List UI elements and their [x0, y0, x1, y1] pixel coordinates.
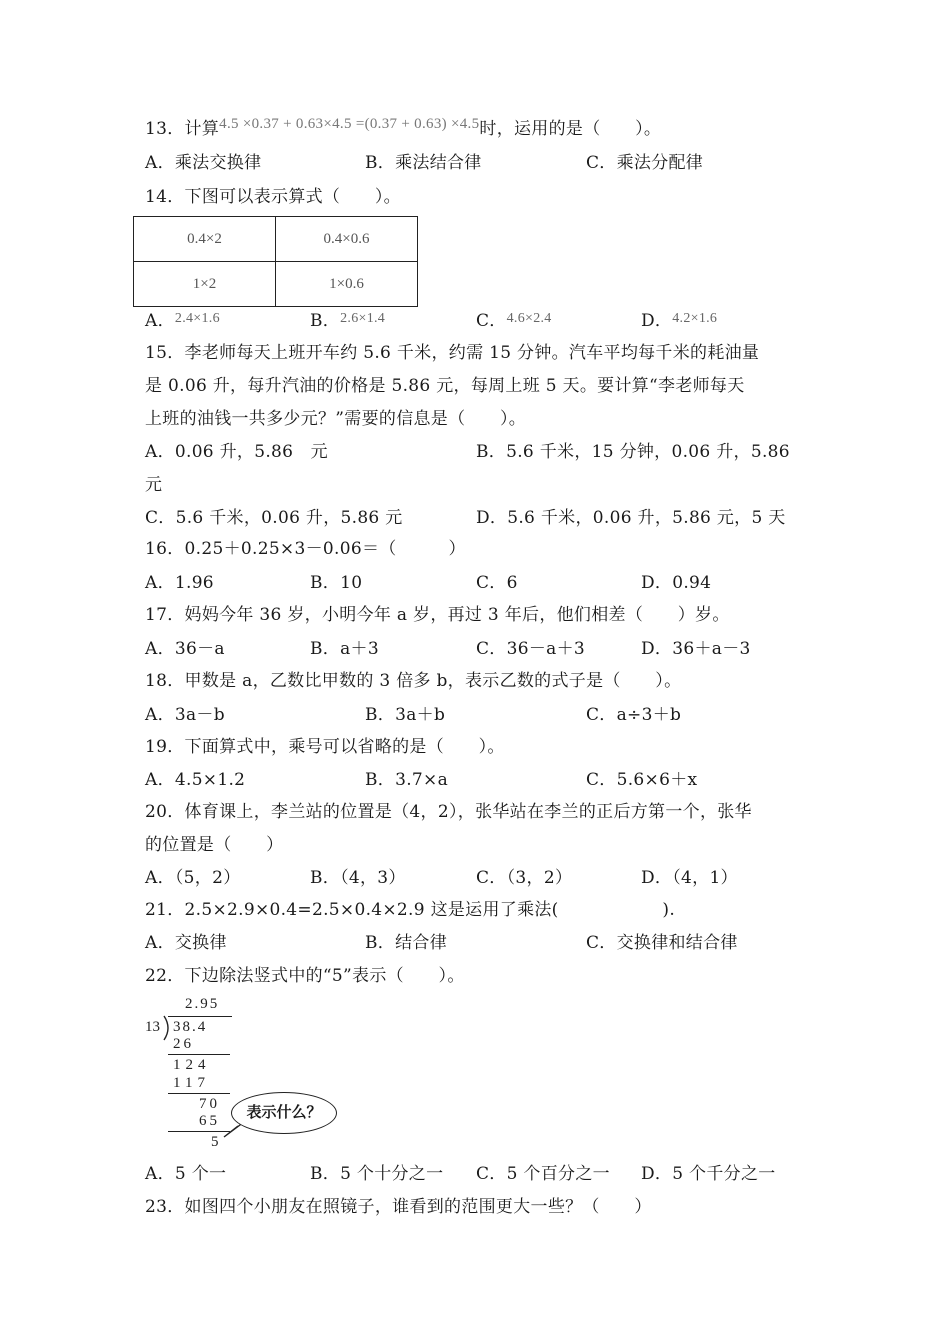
q15-stem-line: 上班的油钱一共多少元？”需要的信息是（ ）。: [145, 409, 527, 429]
grid-cell: 1×2: [134, 262, 276, 307]
q15-stem-line: 15．李老师每天上班开车约 5.6 千米，约需 15 分钟。汽车平均每千米的耗油量: [145, 343, 760, 363]
divisor: 13: [145, 1019, 160, 1035]
q20-stem-line: 的位置是（ ）: [145, 835, 284, 855]
option-value: 2.4×1.6: [174, 311, 220, 326]
q20-option-d[interactable]: D．（4，1）: [641, 868, 738, 888]
q14-option-d[interactable]: [641, 310, 717, 334]
q22-option-a[interactable]: A．5 个一: [145, 1164, 227, 1184]
q17-option-d[interactable]: D．36＋a－3: [641, 639, 751, 659]
grid-cell: 1×0.6: [276, 262, 418, 307]
q16-stem: 16．0.25＋0.25×3－0.06＝（ ）: [145, 539, 466, 559]
q13-option-a[interactable]: A．乘法交换律: [145, 153, 262, 173]
q17-stem: 17．妈妈今年 36 岁，小明今年 a 岁，再过 3 年后，他们相差（ ）岁。: [145, 605, 730, 625]
grid-cell: 0.4×2: [134, 217, 276, 262]
option-value: 4.2×1.6: [672, 311, 718, 326]
q18-option-b[interactable]: B．3a＋b: [365, 705, 446, 725]
division-remainder: 5: [211, 1134, 219, 1150]
q14-option-b[interactable]: [310, 310, 385, 334]
q18-stem: 18．甲数是 a，乙数比甲数的 3 倍多 b，表示乙数的式子是（ ）。: [145, 671, 682, 691]
q22-option-c[interactable]: C．5 个百分之一: [476, 1164, 610, 1184]
option-letter: A．: [145, 311, 175, 331]
q14-stem: 14．下图可以表示算式（ ）。: [145, 187, 401, 207]
q23-stem: 23．如图四个小朋友在照镜子，谁看到的范围更大一些？（ ）: [145, 1197, 652, 1217]
division-step: 26: [173, 1036, 194, 1052]
q20-option-a[interactable]: A．（5，2）: [145, 868, 241, 888]
q19-option-c[interactable]: C．5.6×6＋x: [586, 770, 698, 790]
q13-stem: [145, 118, 661, 141]
q16-option-c[interactable]: C．6: [476, 573, 518, 593]
dividend: 38.4: [173, 1019, 208, 1035]
q19-option-a[interactable]: A．4.5×1.2: [145, 770, 246, 790]
q22-option-d[interactable]: D．5 个千分之一: [641, 1164, 776, 1184]
q20-option-c[interactable]: C．（3，2）: [476, 868, 573, 888]
division-bar: [168, 1016, 232, 1017]
option-letter: D．: [641, 311, 673, 331]
q14-option-a[interactable]: [145, 310, 220, 334]
q15-option-b[interactable]: B．5.6 千米，15 分钟，0.06 升，5.86: [476, 442, 790, 462]
q15-option-d[interactable]: D．5.6 千米，0.06 升，5.86 元，5 天: [476, 508, 786, 528]
q17-option-c[interactable]: C．36－a＋3: [476, 639, 585, 659]
q21-option-c[interactable]: C．交换律和结合律: [586, 933, 738, 953]
division-step: 124: [173, 1057, 211, 1073]
option-letter: B．: [310, 311, 341, 331]
q15-option-a[interactable]: A．0.06 升，5.86 元: [145, 442, 328, 462]
q13-formula: 4.5 ×0.37 + 0.63×4.5 =(0.37 + 0.63) ×4.5: [219, 116, 480, 132]
q13-prefix: 13．计算: [145, 119, 220, 139]
division-step: 117: [173, 1075, 210, 1091]
division-rule: [168, 1093, 230, 1094]
q18-option-c[interactable]: C．a÷3＋b: [586, 705, 682, 725]
quotient: 2.95: [185, 996, 220, 1012]
q20-option-b[interactable]: B．（4，3）: [310, 868, 406, 888]
division-step: 70: [199, 1096, 220, 1112]
q21-option-a[interactable]: A．交换律: [145, 933, 227, 953]
q17-option-b[interactable]: B．a＋3: [310, 639, 379, 659]
q21-stem: 21．2.5×2.9×0.4=2.5×0.4×2.9 这是运用了乘法( ).: [145, 900, 676, 920]
grid-cell: 0.4×0.6: [276, 217, 418, 262]
q16-option-b[interactable]: B．10: [310, 573, 363, 593]
option-value: 2.6×1.4: [340, 311, 386, 326]
q13-suffix: 时，运用的是（ ）。: [479, 119, 662, 139]
division-step: 65: [199, 1113, 220, 1129]
q20-stem-line: 20．体育课上，李兰站的位置是（4，2），张华站在李兰的正后方第一个，张华: [145, 802, 752, 822]
q14-option-c[interactable]: [476, 310, 552, 334]
q21-option-b[interactable]: B．结合律: [365, 933, 447, 953]
q15-option-c[interactable]: C．5.6 千米，0.06 升，5.86 元: [145, 508, 403, 528]
division-rule: [168, 1131, 230, 1132]
q15-stem-line: 是 0.06 升，每升汽油的价格是 5.86 元，每周上班 5 天。要计算“李老师每天: [145, 376, 745, 396]
q19-stem: 19．下面算式中，乘号可以省略的是（ ）。: [145, 737, 505, 757]
q13-option-b[interactable]: B．乘法结合律: [365, 153, 482, 173]
q16-option-a[interactable]: A．1.96: [145, 573, 214, 593]
q18-option-a[interactable]: A．3a－b: [145, 705, 225, 725]
speech-bubble: 表示什么？: [231, 1092, 337, 1134]
q19-option-b[interactable]: B．3.7×a: [365, 770, 449, 790]
q14-area-grid: [133, 216, 418, 307]
option-letter: C．: [476, 311, 507, 331]
q22-stem: 22．下边除法竖式中的“5”表示（ ）。: [145, 966, 465, 986]
option-value: 4.6×2.4: [506, 311, 552, 326]
q22-option-b[interactable]: B．5 个十分之一: [310, 1164, 444, 1184]
division-rule: [168, 1054, 230, 1055]
q15-option-b-wrap: 元: [145, 475, 163, 495]
q17-option-a[interactable]: A．36－a: [145, 639, 225, 659]
q16-option-d[interactable]: D．0.94: [641, 573, 712, 593]
q13-option-c[interactable]: C．乘法分配律: [586, 153, 704, 173]
